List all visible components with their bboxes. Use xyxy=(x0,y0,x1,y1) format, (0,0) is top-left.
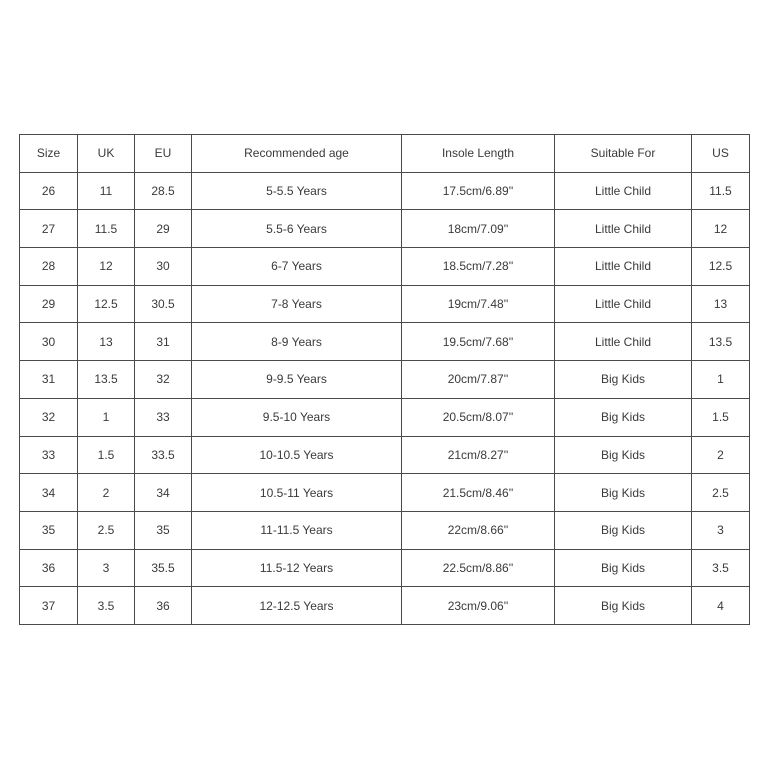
cell-eu: 35.5 xyxy=(135,549,192,587)
table-row xyxy=(20,323,750,361)
cell-us: 1.5 xyxy=(692,398,750,436)
cell-eu: 33 xyxy=(135,398,192,436)
cell-eu: 35 xyxy=(135,511,192,549)
cell-eu: 36 xyxy=(135,587,192,625)
table-row xyxy=(20,172,750,210)
cell-us: 13 xyxy=(692,285,750,323)
cell-uk: 1 xyxy=(78,398,135,436)
cell-suitable-for: Little Child xyxy=(555,172,692,210)
cell-insole-length: 22.5cm/8.86'' xyxy=(402,549,555,587)
cell-us: 3.5 xyxy=(692,549,750,587)
cell-eu: 31 xyxy=(135,323,192,361)
cell-size: 33 xyxy=(20,436,78,474)
cell-suitable-for: Big Kids xyxy=(555,474,692,512)
header-uk: UK xyxy=(78,135,135,173)
header-insole-length: Insole Length xyxy=(402,135,555,173)
header-us: US xyxy=(692,135,750,173)
cell-size: 37 xyxy=(20,587,78,625)
cell-uk: 3 xyxy=(78,549,135,587)
table-row xyxy=(20,436,750,474)
cell-size: 30 xyxy=(20,323,78,361)
cell-insole-length: 19.5cm/7.68'' xyxy=(402,323,555,361)
cell-insole-length: 20cm/7.87'' xyxy=(402,361,555,399)
table-row xyxy=(20,361,750,399)
cell-us: 2 xyxy=(692,436,750,474)
table-row xyxy=(20,398,750,436)
cell-us: 4 xyxy=(692,587,750,625)
cell-recommended-age: 8-9 Years xyxy=(192,323,402,361)
table-row xyxy=(20,549,750,587)
cell-suitable-for: Little Child xyxy=(555,323,692,361)
cell-size: 32 xyxy=(20,398,78,436)
header-recommended-age: Recommended age xyxy=(192,135,402,173)
header-eu: EU xyxy=(135,135,192,173)
cell-size: 28 xyxy=(20,248,78,286)
cell-uk: 11 xyxy=(78,172,135,210)
cell-insole-length: 19cm/7.48'' xyxy=(402,285,555,323)
cell-size: 27 xyxy=(20,210,78,248)
table-row xyxy=(20,511,750,549)
cell-suitable-for: Big Kids xyxy=(555,549,692,587)
table-row xyxy=(20,474,750,512)
cell-insole-length: 22cm/8.66'' xyxy=(402,511,555,549)
cell-suitable-for: Little Child xyxy=(555,210,692,248)
cell-eu: 28.5 xyxy=(135,172,192,210)
cell-us: 2.5 xyxy=(692,474,750,512)
cell-eu: 29 xyxy=(135,210,192,248)
cell-eu: 30 xyxy=(135,248,192,286)
cell-us: 12 xyxy=(692,210,750,248)
cell-uk: 2.5 xyxy=(78,511,135,549)
cell-recommended-age: 10.5-11 Years xyxy=(192,474,402,512)
cell-suitable-for: Big Kids xyxy=(555,361,692,399)
cell-recommended-age: 11-11.5 Years xyxy=(192,511,402,549)
cell-uk: 2 xyxy=(78,474,135,512)
cell-us: 1 xyxy=(692,361,750,399)
cell-uk: 3.5 xyxy=(78,587,135,625)
cell-recommended-age: 7-8 Years xyxy=(192,285,402,323)
table-row xyxy=(20,587,750,625)
cell-eu: 33.5 xyxy=(135,436,192,474)
cell-recommended-age: 11.5-12 Years xyxy=(192,549,402,587)
cell-insole-length: 21cm/8.27'' xyxy=(402,436,555,474)
header-suitable-for: Suitable For xyxy=(555,135,692,173)
cell-us: 12.5 xyxy=(692,248,750,286)
cell-us: 13.5 xyxy=(692,323,750,361)
cell-recommended-age: 10-10.5 Years xyxy=(192,436,402,474)
cell-insole-length: 18cm/7.09'' xyxy=(402,210,555,248)
cell-size: 26 xyxy=(20,172,78,210)
table-row xyxy=(20,248,750,286)
cell-insole-length: 23cm/9.06'' xyxy=(402,587,555,625)
cell-suitable-for: Big Kids xyxy=(555,398,692,436)
header-row xyxy=(20,135,750,173)
cell-recommended-age: 12-12.5 Years xyxy=(192,587,402,625)
cell-eu: 34 xyxy=(135,474,192,512)
cell-size: 31 xyxy=(20,361,78,399)
cell-recommended-age: 6-7 Years xyxy=(192,248,402,286)
cell-suitable-for: Little Child xyxy=(555,248,692,286)
cell-uk: 13.5 xyxy=(78,361,135,399)
table-row xyxy=(20,285,750,323)
size-chart-table xyxy=(19,134,750,625)
cell-uk: 12 xyxy=(78,248,135,286)
table-body xyxy=(20,172,750,624)
cell-suitable-for: Big Kids xyxy=(555,511,692,549)
cell-uk: 1.5 xyxy=(78,436,135,474)
cell-size: 36 xyxy=(20,549,78,587)
cell-uk: 12.5 xyxy=(78,285,135,323)
cell-insole-length: 18.5cm/7.28'' xyxy=(402,248,555,286)
cell-suitable-for: Little Child xyxy=(555,285,692,323)
cell-insole-length: 17.5cm/6.89'' xyxy=(402,172,555,210)
cell-recommended-age: 5-5.5 Years xyxy=(192,172,402,210)
cell-suitable-for: Big Kids xyxy=(555,436,692,474)
cell-uk: 11.5 xyxy=(78,210,135,248)
cell-us: 3 xyxy=(692,511,750,549)
cell-recommended-age: 9.5-10 Years xyxy=(192,398,402,436)
cell-eu: 32 xyxy=(135,361,192,399)
cell-size: 35 xyxy=(20,511,78,549)
header-size: Size xyxy=(20,135,78,173)
cell-size: 34 xyxy=(20,474,78,512)
cell-insole-length: 21.5cm/8.46'' xyxy=(402,474,555,512)
cell-eu: 30.5 xyxy=(135,285,192,323)
cell-recommended-age: 5.5-6 Years xyxy=(192,210,402,248)
cell-size: 29 xyxy=(20,285,78,323)
cell-suitable-for: Big Kids xyxy=(555,587,692,625)
cell-uk: 13 xyxy=(78,323,135,361)
cell-recommended-age: 9-9.5 Years xyxy=(192,361,402,399)
table-row xyxy=(20,210,750,248)
cell-insole-length: 20.5cm/8.07'' xyxy=(402,398,555,436)
size-chart xyxy=(19,134,749,625)
cell-us: 11.5 xyxy=(692,172,750,210)
